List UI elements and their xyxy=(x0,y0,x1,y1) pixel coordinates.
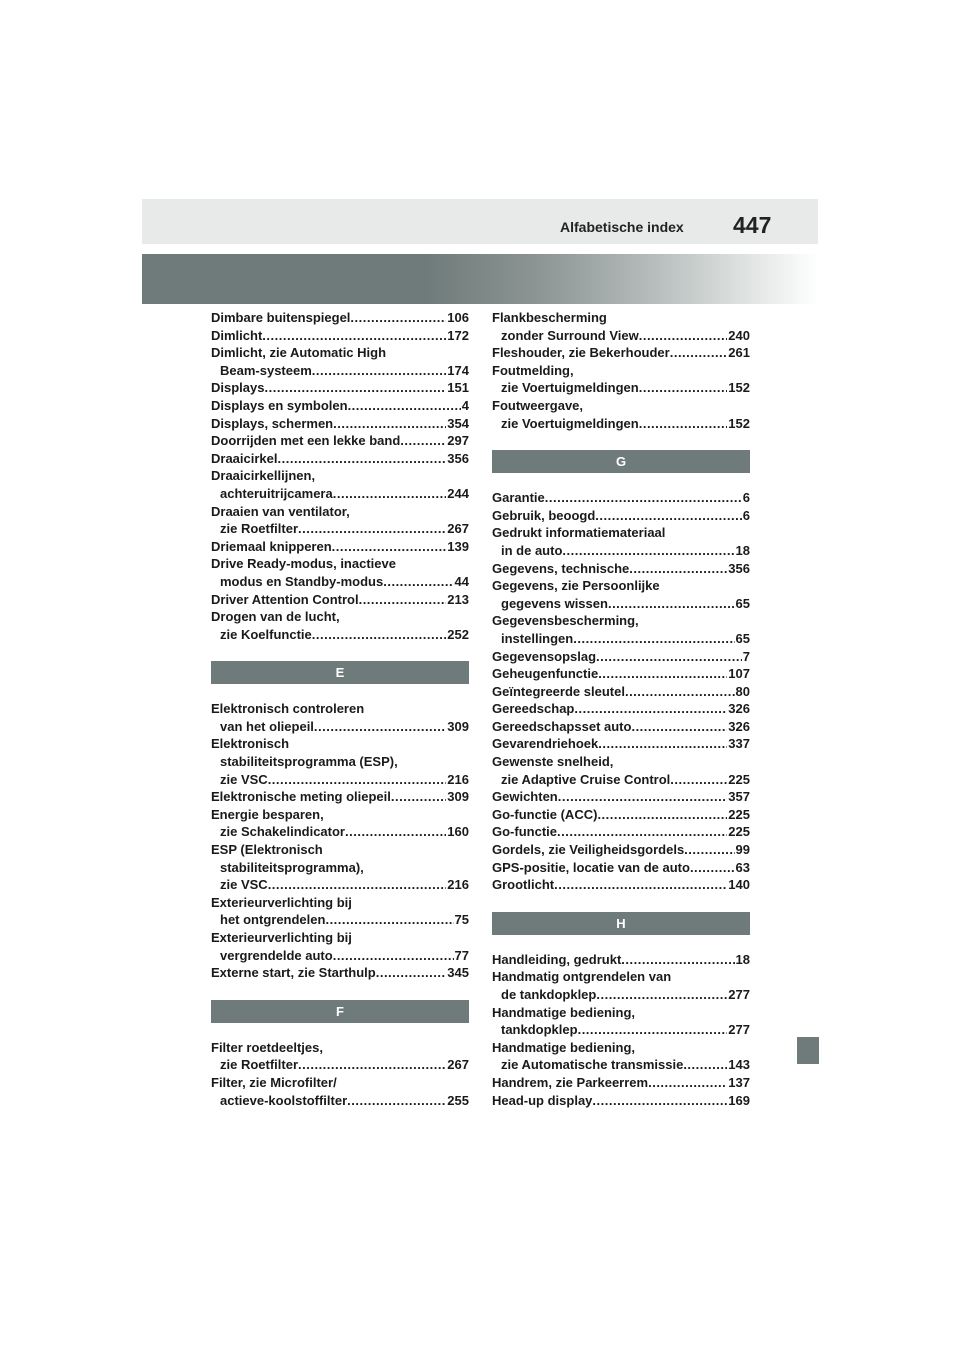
index-entry-term: Exterieurverlichting bij xyxy=(211,894,352,910)
dot-leader xyxy=(596,648,742,666)
dot-leader xyxy=(314,718,446,736)
index-entry-term: zie VSC xyxy=(220,877,268,893)
index-entry-term: zonder Surround View xyxy=(501,327,639,343)
index-entry xyxy=(211,608,469,643)
index-entry-term: Gebruik, beoogd xyxy=(492,507,596,523)
index-entry-term: Gegevens, zie Persoonlijke xyxy=(492,578,660,594)
index-entry xyxy=(492,735,750,753)
dot-leader xyxy=(554,876,727,894)
index-entry-page: 143 xyxy=(728,1057,750,1073)
dot-leader xyxy=(376,964,447,982)
index-entry-term: Handmatige bediening, xyxy=(492,1004,636,1020)
index-entry-page: 18 xyxy=(735,951,750,967)
dot-leader xyxy=(268,771,447,789)
index-entry-page: 6 xyxy=(742,507,750,523)
dot-leader xyxy=(684,841,734,859)
index-entry-page: 65 xyxy=(735,595,750,611)
index-entry-term: Foutmelding, xyxy=(492,362,574,378)
index-entry-page: 252 xyxy=(447,626,469,642)
dot-leader xyxy=(312,362,447,380)
index-entry xyxy=(492,397,750,432)
index-entry-term: Gegevens, technische xyxy=(492,560,630,576)
index-entry-term: Externe start, zie Starthulp xyxy=(211,965,376,981)
index-group-h xyxy=(492,951,750,1109)
index-entry xyxy=(211,327,469,345)
index-entry-page: 326 xyxy=(728,718,750,734)
index-entry xyxy=(211,806,469,841)
index-entry-term: Geheugenfunctie xyxy=(492,666,599,682)
index-entry-term: achteruitrijcamera xyxy=(220,485,333,501)
index-entry-page: 216 xyxy=(447,771,469,787)
dot-leader xyxy=(383,573,453,591)
dot-leader xyxy=(625,683,735,701)
index-entry-term: Go-functie (ACC) xyxy=(492,806,598,822)
dot-leader xyxy=(262,327,446,345)
index-entry-term: Filter, zie Microfilter/ xyxy=(211,1074,337,1090)
index-entry-page: 225 xyxy=(728,806,750,822)
index-entry-term: ESP (Elektronisch xyxy=(211,842,323,858)
index-entry-term: Dimlicht, zie Automatic High xyxy=(211,345,387,361)
letter-header-e: E xyxy=(211,661,469,684)
index-entry xyxy=(492,577,750,612)
index-entry-term: Fleshouder, zie Bekerhouder xyxy=(492,345,670,361)
index-entry-term: Gereedschapsset auto xyxy=(492,718,632,734)
index-entry xyxy=(492,1074,750,1092)
dot-leader xyxy=(325,911,453,929)
index-entry-term: Driver Attention Control xyxy=(211,591,359,607)
index-entry-term: Displays xyxy=(211,380,265,396)
index-entry xyxy=(492,683,750,701)
index-entry-term: zie Roetfilter xyxy=(220,1057,299,1073)
dot-leader xyxy=(562,542,734,560)
index-entry-page: 277 xyxy=(728,1022,750,1038)
index-entry xyxy=(211,309,469,327)
index-group-g xyxy=(492,489,750,894)
index-entry xyxy=(211,1039,469,1074)
index-entry-term: Beam-systeem xyxy=(220,362,312,378)
index-entry-term: Drive Ready-modus, inactieve xyxy=(211,556,396,572)
index-entry-term: Draaicirkel xyxy=(211,450,278,466)
index-entry xyxy=(211,467,469,502)
dot-leader xyxy=(596,986,727,1004)
index-entry-page: 356 xyxy=(447,450,469,466)
index-entry xyxy=(492,309,750,344)
index-entry xyxy=(492,951,750,969)
dot-leader xyxy=(350,309,446,327)
dot-leader xyxy=(592,1092,727,1110)
dot-leader xyxy=(558,788,728,806)
index-entry-term: Driemaal knipperen xyxy=(211,538,332,554)
index-entry-page: 160 xyxy=(447,824,469,840)
index-group-f-left xyxy=(211,1039,469,1109)
index-entry xyxy=(492,648,750,666)
index-entry-term: zie VSC xyxy=(220,771,268,787)
dot-leader xyxy=(608,595,735,613)
index-entry xyxy=(492,876,750,894)
index-entry-page: 107 xyxy=(728,666,750,682)
index-entry xyxy=(492,788,750,806)
dot-leader xyxy=(648,1074,727,1092)
dot-leader xyxy=(332,538,447,556)
index-entry-page: 77 xyxy=(454,947,469,963)
index-entry-term: Head-up display xyxy=(492,1092,593,1108)
index-entry xyxy=(211,894,469,929)
dot-leader xyxy=(264,379,446,397)
index-entry-page: 356 xyxy=(728,560,750,576)
index-entry-page: 240 xyxy=(728,327,750,343)
index-entry-term: Exterieurverlichting bij xyxy=(211,930,352,945)
letter-header-f: F xyxy=(211,1000,469,1023)
index-entry-page: 337 xyxy=(728,736,750,752)
dot-leader xyxy=(578,1021,728,1039)
index-entry-term: zie Voertuigmeldingen xyxy=(501,380,639,396)
index-entry xyxy=(211,432,469,450)
index-entry-term: vergrendelde auto xyxy=(220,947,333,963)
index-entry-page: 277 xyxy=(728,987,750,1002)
index-entry-page: 261 xyxy=(728,345,750,361)
index-entry-term: Draaicirkellijnen, xyxy=(211,468,316,484)
index-entry-term: actieve-koolstoffilter xyxy=(220,1092,348,1108)
dot-leader xyxy=(639,327,728,345)
index-entry-term: Elektronisch controleren xyxy=(211,701,365,717)
index-entry-term: Gereedschap xyxy=(492,701,575,717)
decorative-gradient-band xyxy=(142,254,818,304)
index-entry xyxy=(492,1004,750,1039)
index-entry-term: zie Voertuigmeldingen xyxy=(501,415,639,431)
index-entry xyxy=(211,929,469,964)
index-entry xyxy=(211,591,469,609)
page-number: 447 xyxy=(733,212,772,238)
index-entry-page: 7 xyxy=(742,648,750,664)
index-entry-page: 174 xyxy=(447,362,469,378)
index-entry-page: 255 xyxy=(447,1092,469,1108)
index-entry-page: 140 xyxy=(728,877,750,893)
dot-leader xyxy=(639,415,728,433)
dot-leader xyxy=(670,771,727,789)
section-title: Alfabetische index xyxy=(560,219,684,235)
dot-leader xyxy=(348,397,461,415)
index-entry-term: Displays, schermen xyxy=(211,415,334,431)
index-entry-term: Handrem, zie Parkeerrem xyxy=(492,1074,649,1090)
index-entry-page: 354 xyxy=(447,415,469,431)
dot-leader xyxy=(670,344,728,362)
index-entry xyxy=(211,415,469,433)
index-entry-term: Gewichten xyxy=(492,789,558,805)
index-entry xyxy=(211,450,469,468)
index-entry xyxy=(492,823,750,841)
index-entry xyxy=(211,397,469,415)
index-entry xyxy=(492,841,750,859)
index-entry-page: 213 xyxy=(447,591,469,607)
index-entry-page: 357 xyxy=(728,789,750,805)
index-entry xyxy=(211,735,469,788)
index-entry xyxy=(211,538,469,556)
index-entry-page: 99 xyxy=(735,842,750,858)
index-group-e xyxy=(211,700,469,982)
dot-leader xyxy=(268,876,447,894)
index-entry-term: Elektronische meting oliepeil xyxy=(211,789,391,805)
dot-leader xyxy=(347,1092,446,1110)
index-column-left xyxy=(211,309,469,1109)
index-entry-term: Handmatig ontgrendelen van xyxy=(492,969,672,985)
dot-leader xyxy=(400,432,446,450)
dot-leader xyxy=(690,859,735,877)
index-entry-term: Gewenste snelheid, xyxy=(492,754,614,770)
index-entry xyxy=(492,968,750,1003)
dot-leader xyxy=(333,947,454,965)
index-entry-term: Handleiding, gedrukt xyxy=(492,951,622,967)
index-entry-term: Garantie xyxy=(492,490,545,506)
index-entry xyxy=(211,379,469,397)
index-entry xyxy=(211,700,469,735)
dot-leader xyxy=(298,1056,446,1074)
index-entry xyxy=(492,524,750,559)
index-entry xyxy=(492,344,750,362)
index-entry-page: 172 xyxy=(447,327,469,343)
index-entry-page: 267 xyxy=(447,521,469,537)
index-entry-term: Gegevensbescherming, xyxy=(492,613,639,629)
index-entry-term: het ontgrendelen xyxy=(220,912,326,928)
index-entry-term: Foutweergave, xyxy=(492,397,584,413)
dot-leader xyxy=(597,806,727,824)
index-entry-term: zie Adaptive Cruise Control xyxy=(501,771,671,787)
index-entry-page: 139 xyxy=(447,538,469,554)
index-group-d xyxy=(211,309,469,643)
letter-header-h: H xyxy=(492,912,750,935)
index-entry-page: 44 xyxy=(454,573,469,589)
index-entry-page: 18 xyxy=(735,542,750,558)
dot-leader xyxy=(333,415,446,433)
letter-header-g: G xyxy=(492,450,750,473)
index-entry-term: Grootlicht xyxy=(492,877,555,893)
index-entry-term: van het oliepeil xyxy=(220,718,314,734)
index-entry-term: stabiliteitsprogramma), xyxy=(220,859,364,875)
index-entry-term: Gedrukt informatiemateriaal xyxy=(492,525,666,541)
index-entry-term: Dimlicht xyxy=(211,327,263,343)
index-entry xyxy=(492,560,750,578)
index-entry-term: Drogen van de lucht, xyxy=(211,609,340,625)
index-entry-term: in de auto xyxy=(501,542,563,558)
index-entry-page: 6 xyxy=(742,490,750,506)
index-entry xyxy=(211,1074,469,1109)
dot-leader xyxy=(574,700,727,718)
index-entry xyxy=(211,344,469,379)
dot-leader xyxy=(333,485,447,503)
index-entry-term: tankdopklep xyxy=(501,1022,578,1038)
index-entry-term: Go-functie xyxy=(492,824,557,840)
index-entry-page: 106 xyxy=(447,310,469,325)
index-entry xyxy=(211,788,469,806)
index-entry xyxy=(211,555,469,590)
dot-leader xyxy=(629,560,727,578)
dot-leader xyxy=(598,735,727,753)
index-entry-term: instellingen xyxy=(501,630,574,646)
index-entry-term: Energie besparen, xyxy=(211,806,324,822)
dot-leader xyxy=(639,379,728,397)
dot-leader xyxy=(595,507,741,525)
dot-leader xyxy=(573,630,734,648)
index-entry xyxy=(492,753,750,788)
index-entry-term: Displays en symbolen xyxy=(211,397,348,413)
index-entry-page: 65 xyxy=(735,630,750,646)
index-entry-page: 137 xyxy=(728,1074,750,1090)
dot-leader xyxy=(631,718,727,736)
dot-leader xyxy=(545,489,742,507)
index-entry-term: de tankdopklep xyxy=(501,987,597,1002)
index-entry-page: 4 xyxy=(461,397,469,413)
index-entry-page: 309 xyxy=(447,789,469,805)
index-entry-term: zie Koelfunctie xyxy=(220,626,312,642)
index-entry-page: 225 xyxy=(728,771,750,787)
index-entry xyxy=(492,507,750,525)
dot-leader xyxy=(598,665,727,683)
index-entry xyxy=(492,489,750,507)
index-group-f-right xyxy=(492,309,750,432)
index-entry-page: 152 xyxy=(728,415,750,431)
dot-leader xyxy=(359,591,447,609)
index-entry xyxy=(492,700,750,718)
index-entry-page: 169 xyxy=(728,1092,750,1108)
index-column-right xyxy=(492,309,750,1109)
dot-leader xyxy=(345,823,446,841)
index-entry-term: stabiliteitsprogramma (ESP), xyxy=(220,754,398,770)
index-entry-page: 309 xyxy=(447,718,469,734)
index-entry-term: Geïntegreerde sleutel xyxy=(492,683,625,699)
dot-leader xyxy=(391,788,446,806)
index-entry-term: Handmatige bediening, xyxy=(492,1039,636,1055)
index-entry-page: 63 xyxy=(735,859,750,875)
index-entry xyxy=(492,362,750,397)
index-entry-page: 151 xyxy=(447,380,469,396)
index-entry xyxy=(211,964,469,982)
dot-leader xyxy=(621,951,734,969)
index-entry-page: 80 xyxy=(735,683,750,699)
index-entry xyxy=(492,806,750,824)
index-entry-term: zie Schakelindicator xyxy=(220,824,345,840)
index-entry-term: zie Automatische transmissie xyxy=(501,1057,684,1073)
index-entry-term: modus en Standby-modus xyxy=(220,573,384,589)
index-entry xyxy=(211,503,469,538)
index-entry-page: 345 xyxy=(447,965,469,981)
index-entry-term: GPS-positie, locatie van de auto xyxy=(492,859,690,875)
index-entry xyxy=(492,612,750,647)
index-entry-term: Dimbare buitenspiegel xyxy=(211,310,351,325)
index-entry-page: 267 xyxy=(447,1057,469,1073)
dot-leader xyxy=(557,823,727,841)
index-entry xyxy=(492,859,750,877)
index-entry-term: gegevens wissen xyxy=(501,595,608,611)
index-entry xyxy=(492,665,750,683)
index-entry xyxy=(492,1092,750,1110)
index-entry-page: 326 xyxy=(728,701,750,717)
index-entry-page: 216 xyxy=(447,877,469,893)
dot-leader xyxy=(298,520,446,538)
index-entry-term: zie Roetfilter xyxy=(220,521,299,537)
index-entry-page: 152 xyxy=(728,380,750,396)
index-entry-term: Gegevensopslag xyxy=(492,648,597,664)
index-entry-term: Filter roetdeeltjes, xyxy=(211,1039,323,1055)
index-entry-term: Draaien van ventilator, xyxy=(211,503,350,519)
index-entry-page: 75 xyxy=(454,912,469,928)
index-entry xyxy=(211,841,469,894)
index-entry-page: 297 xyxy=(447,433,469,449)
dot-leader xyxy=(683,1056,727,1074)
index-entry-term: Elektronisch xyxy=(211,736,290,752)
dot-leader xyxy=(312,626,447,644)
header-band xyxy=(142,199,818,244)
index-entry-page: 225 xyxy=(728,824,750,840)
chapter-thumb-tab xyxy=(797,1037,819,1064)
index-entry-term: Gevarendriehoek xyxy=(492,736,599,752)
index-entry-page: 244 xyxy=(447,485,469,501)
dot-leader xyxy=(278,450,447,468)
index-entry-term: Flankbescherming xyxy=(492,310,607,325)
index-entry xyxy=(492,1039,750,1074)
index-entry-term: Doorrijden met een lekke band xyxy=(211,433,401,449)
index-entry xyxy=(492,718,750,736)
index-entry-term: Gordels, zie Veiligheidsgordels xyxy=(492,842,685,858)
